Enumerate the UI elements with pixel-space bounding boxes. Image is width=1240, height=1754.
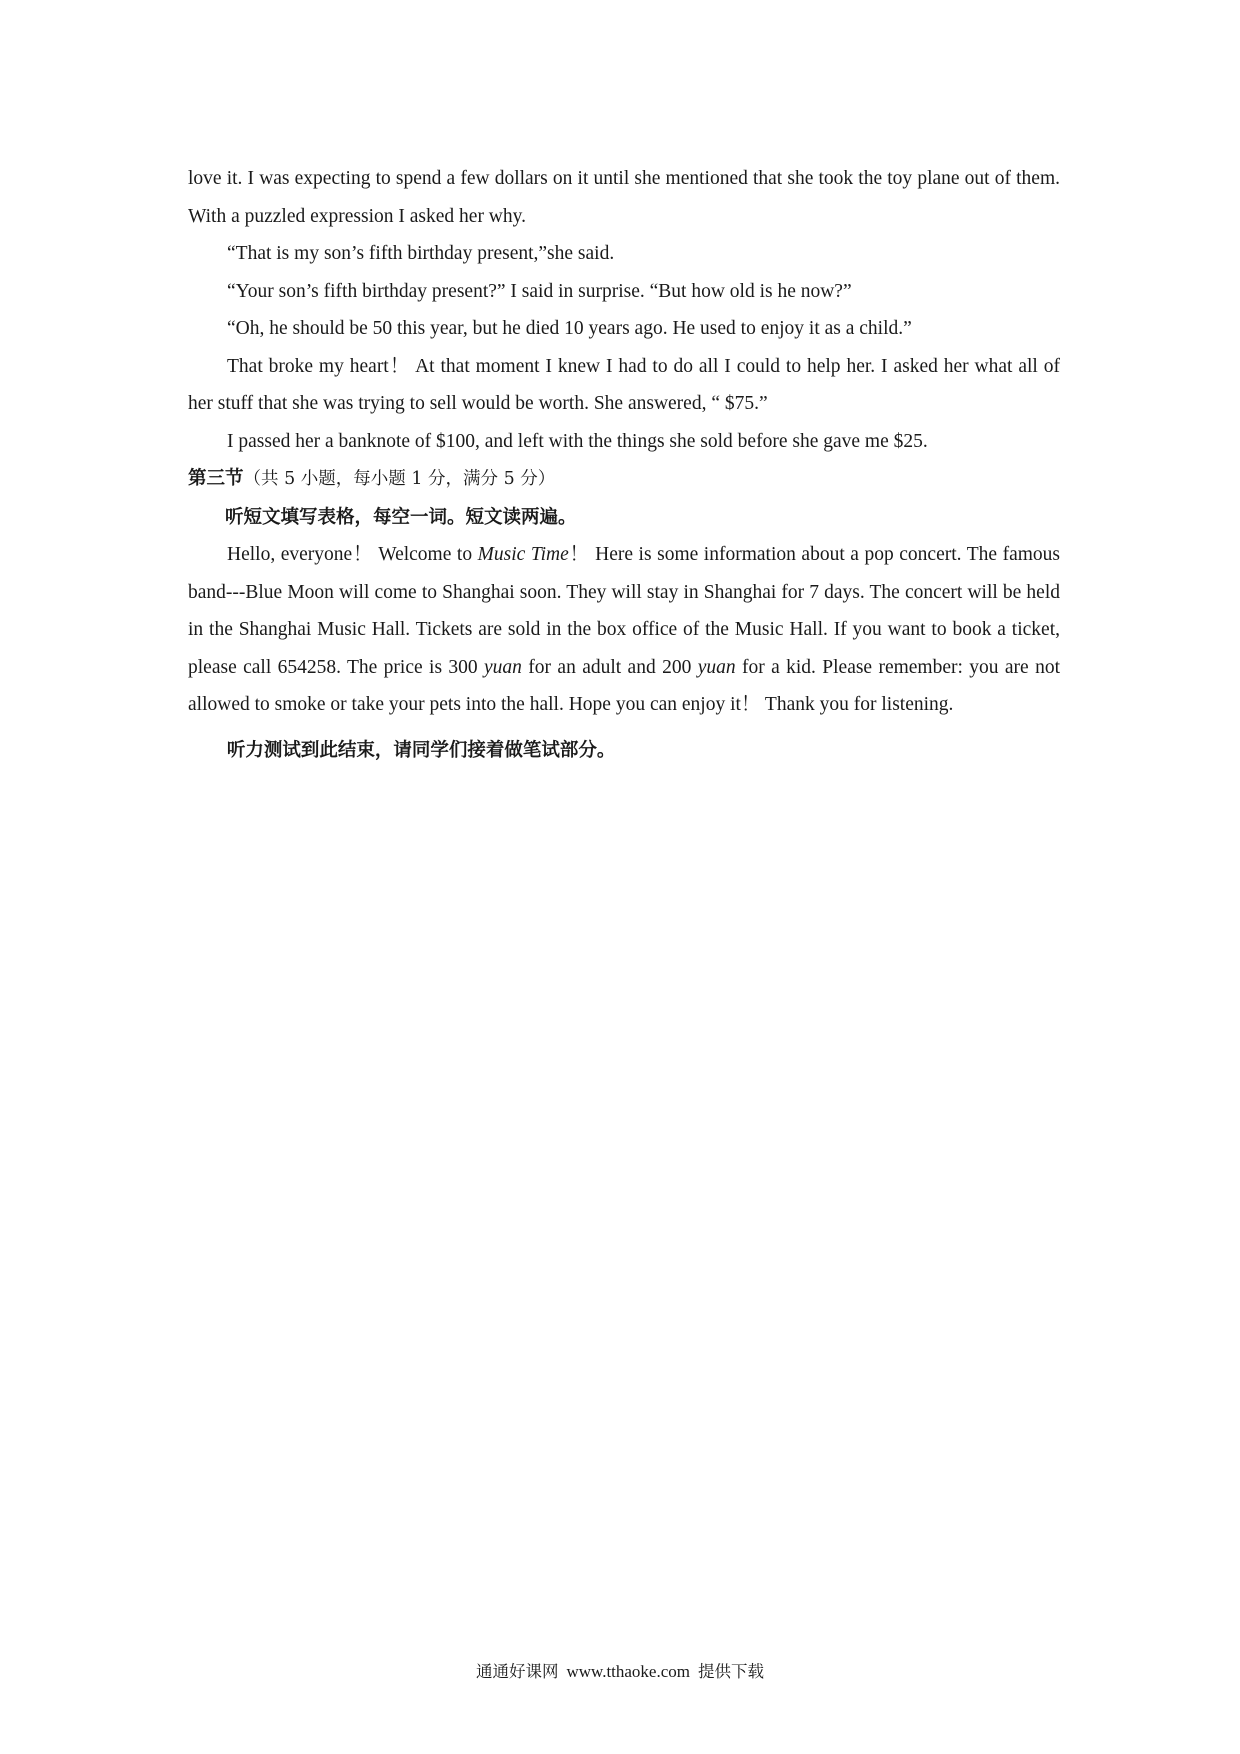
section-3-title: 第三节 [188,468,244,489]
passage-yuan-2: yuan [697,656,736,678]
story-paragraph-3: “Your son’s fifth birthday present?” I said in surprise. “But how old is he now?” [227,280,852,302]
passage-part-3: for an adult and 200 [521,656,698,678]
story-paragraph-6: I passed her a banknote of $100, and left with the things she sold before she gave me $25. [227,430,928,452]
section-3-score-note: （共 5 小题，每小题 1 分，满分 5 分） [243,469,556,489]
listening-passage [188,536,1060,724]
story-paragraph-2: “That is my son’s fifth birthday present,”she said. [227,243,615,264]
footer-site-name: 通通好课网 [475,1662,559,1681]
story-paragraph-1: love it. I was expecting to spend a few dollars on it until she mentioned that she took the toy plane out of them. With a puzzled expression I asked her why. [188,168,1060,227]
story-paragraph-4: “Oh, he should be 50 this year, but he died 10 years ago. He used to enjoy it as a child.” [227,318,912,339]
section-3-instruction: 听短文填写表格，每空一词。短文读两遍。 [225,506,577,528]
document-body [188,160,1060,769]
passage-part-4: for a kid. Please remember: you are not allowed to smoke or take your pets into the hall. Hope you can enjoy it！ Thank you for listening. [188,656,1060,715]
page-footer [0,1658,1240,1682]
footer-url: www.tthaoke.com [566,1662,691,1681]
passage-yuan-1: yuan [484,656,522,678]
passage-program-title: Music Time [477,544,569,565]
passage-part-2: ！ Here is some information about a pop concert. The famous band---Blue Moon will come to Shanghai soon. They will stay in Shanghai for 7 days. The concert will be held in the Shanghai Music Hall. Tickets are sold in the box office of the Music Hall. If you want to book a ticket, please call 654258. The price is 300 [188,544,1060,678]
story-paragraph-5: That broke my heart！ At that moment I knew I had to do all I could to help her. I asked her what all of her stuff that she was trying to sell would be worth. She answered, “ $75.” [188,355,1060,414]
passage-part-1: Hello, everyone！ Welcome to [227,544,478,565]
end-of-listening-note: 听力测试到此结束，请同学们接着做笔试部分。 [226,739,616,761]
section-3-heading [188,460,1060,499]
footer-suffix: 提供下载 [698,1662,765,1681]
